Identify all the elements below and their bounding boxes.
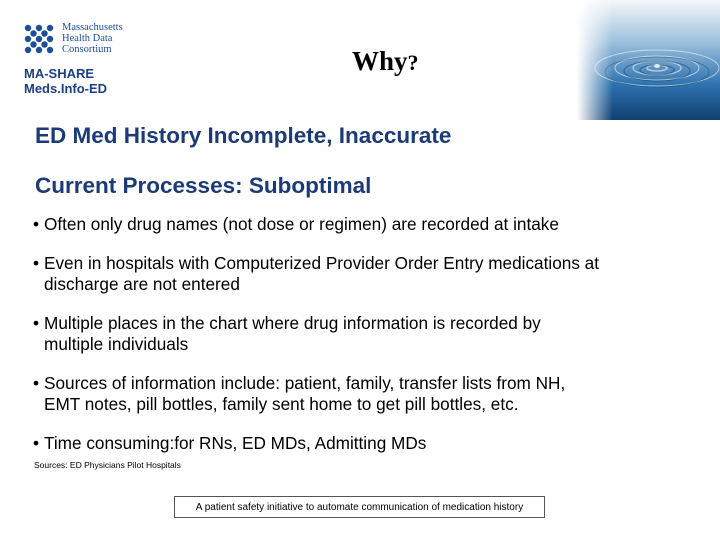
- slide-title: [352, 46, 419, 77]
- bullet-text: Even in hospitals with Computerized Provider Order Entry medications at: [44, 253, 600, 273]
- bullet-glyph: •: [33, 313, 40, 333]
- bullet-text-continued: multiple individuals: [44, 334, 189, 354]
- program-name: [24, 66, 107, 96]
- bullet-glyph: •: [33, 433, 40, 453]
- slide-title-mark: ?: [407, 50, 419, 75]
- program-line: Meds.Info-ED: [24, 81, 108, 96]
- bullet-text: Time consuming:for RNs, ED MDs, Admitting MDs: [44, 433, 427, 453]
- bullet-text: Sources of information include: patient, family, transfer lists from NH,: [44, 373, 566, 393]
- bullet-item: [33, 373, 703, 415]
- logo-line: Health Data: [62, 33, 113, 44]
- consortium-logo-icon: [22, 22, 56, 56]
- sources-note: Sources: ED Physicians Pilot Hospitals: [34, 460, 181, 470]
- bullet-glyph: •: [33, 253, 40, 273]
- logo-line: Consortium: [62, 44, 112, 55]
- heading-med-history: ED Med History Incomplete, Inaccurate: [35, 123, 452, 148]
- bullet-item: [33, 214, 703, 235]
- footer-tagline: A patient safety initiative to automate communication of medication history: [195, 501, 524, 513]
- water-ripple-image: [577, 0, 720, 120]
- heading-current-processes: Current Processes: Suboptimal: [35, 173, 372, 198]
- slide-title-text: Why: [352, 46, 408, 76]
- bullet-list: [33, 214, 703, 472]
- bullet-glyph: •: [33, 373, 40, 393]
- footer-tagline-box: [174, 496, 545, 518]
- bullet-text: Multiple places in the chart where drug information is recorded by: [44, 313, 541, 333]
- logo-wordmark: [62, 22, 123, 55]
- bullet-text-continued: EMT notes, pill bottles, family sent home to get pill bottles, etc.: [44, 394, 519, 414]
- bullet-item: [33, 313, 703, 355]
- bullet-item: [33, 253, 703, 295]
- bullet-text-continued: discharge are not entered: [44, 274, 240, 294]
- program-line: MA-SHARE: [24, 66, 95, 81]
- bullet-item: [33, 433, 703, 454]
- logo-line: Massachusetts: [62, 22, 123, 33]
- bullet-text: Often only drug names (not dose or regimen) are recorded at intake: [44, 214, 559, 234]
- bullet-glyph: •: [33, 214, 40, 234]
